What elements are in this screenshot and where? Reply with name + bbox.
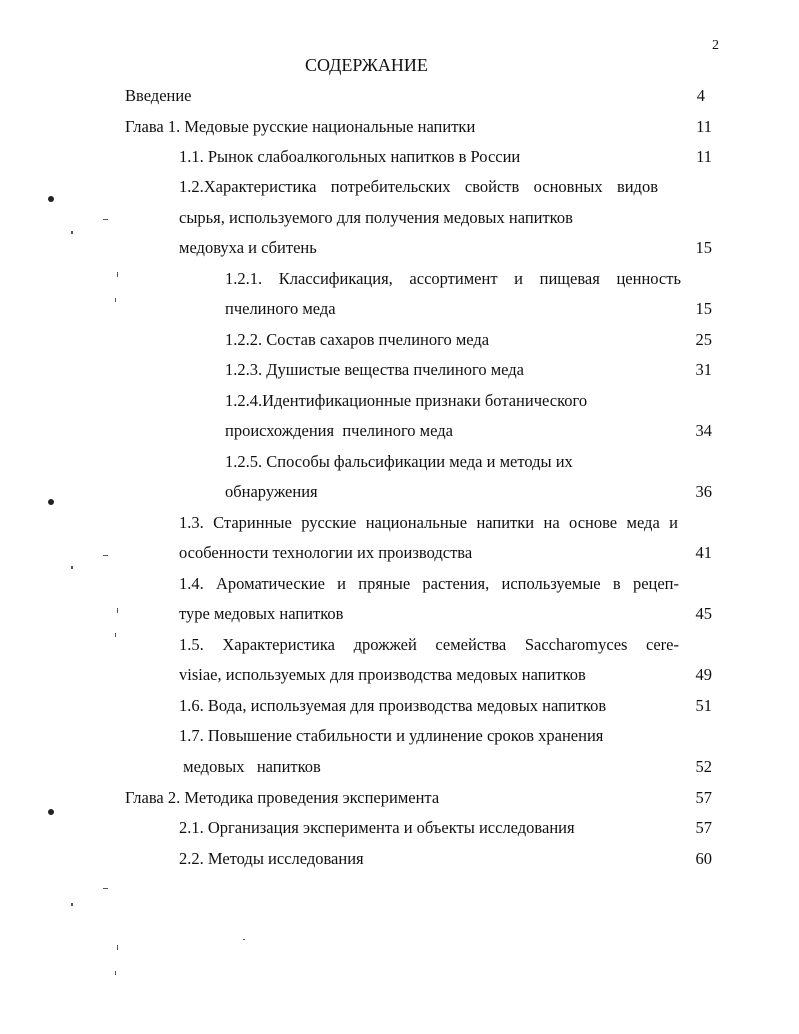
toc-entry-page: 15 [695,238,712,257]
toc-entry-text-line: 1.3. Старинные русские национальные напитки на основе меда и [179,513,678,532]
toc-entry-text-line: сырья, используемого для получения медовых напитков [179,208,573,227]
toc-entry-text: 2.2. Методы исследования [179,849,364,868]
toc-entry-text: 1.2.3. Душистые вещества пчелиного меда [225,360,524,379]
toc-entry-page: 15 [695,299,712,318]
toc-entry-text: 1.1. Рынок слабоалкогольных напитков в России [179,147,521,166]
scan-speck [117,945,118,950]
toc-entry-page: 52 [695,757,712,776]
scan-speck [48,809,54,815]
toc-entry-text-line: 1.7. Повышение стабильности и удлинение сроков хранения [179,726,604,745]
scan-speck [117,608,118,613]
scan-speck [103,888,108,889]
page-title: СОДЕРЖАНИЕ [305,55,428,75]
toc-entry-text-line: особенности технологии их производства [179,543,473,562]
scan-speck [103,555,108,556]
scan-speck [48,196,54,202]
toc-entry-text-line: обнаружения [225,482,318,501]
scan-speck [243,939,245,940]
toc-entry-page: 51 [695,696,712,715]
toc-entry-page: 60 [695,849,712,868]
toc-entry-text: 2.1. Организация эксперимента и объекты исследования [179,818,575,837]
toc-entry-text-line: 1.2.1. Классификация, ассортимент и пищевая ценность [225,269,681,288]
toc-entry-page: 49 [695,665,712,684]
scan-speck [71,566,73,569]
scan-speck [115,298,116,302]
toc-entry-text-line: туре медовых напитков [179,604,344,623]
toc-entry-page: 34 [695,421,712,440]
toc-entry-text-line: 1.2.Характеристика потребительских свойств основных видов [179,177,658,196]
toc-entry-page: 11 [696,117,712,136]
toc-entry-text: 1.6. Вода, используемая для производства медовых напитков [179,696,607,715]
toc-entry-text-line: медовуха и сбитень [179,238,317,257]
page-number: 2 [712,38,719,53]
toc-entry-page: 57 [695,818,712,837]
scan-speck [48,499,54,505]
scan-speck [115,971,116,975]
toc-entry-text: 1.2.2. Состав сахаров пчелиного меда [225,330,490,349]
toc-entry-text-line: 1.2.5. Способы фальсификации меда и методы их [225,452,573,471]
scan-speck [117,272,118,277]
toc-entry-text-line: 1.4. Ароматические и пряные растения, используемые в рецеп- [179,574,679,593]
toc-entry-page: 57 [695,788,712,807]
toc-entry-page: 25 [695,330,712,349]
toc-entry-page: 41 [695,543,712,562]
scan-speck [71,231,73,234]
toc-entry-text-line: 1.5. Характеристика дрожжей семейства Saccharomyces cere- [179,635,679,654]
toc-entry-text-line: visiae, используемых для производства медовых напитков [179,665,586,684]
toc-entry-text-line: медовых напитков [179,757,321,776]
scan-speck [115,633,116,637]
toc-entry-text-line: 1.2.4.Идентификационные признаки ботанического [225,391,588,410]
toc-entry-text: Глава 2. Методика проведения эксперимента [125,788,440,807]
scan-speck [71,903,73,906]
toc-entry-page: 31 [695,360,712,379]
toc-entry-page: 45 [695,604,712,623]
toc-entry-page: 4 [696,86,705,105]
toc-entry-text-line: пчелиного меда [225,299,336,318]
toc-entry-text-line: происхождения пчелиного меда [225,421,453,440]
scan-speck [103,219,108,220]
toc-entry-text: Введение [125,86,192,105]
toc-entry-page: 11 [696,147,712,166]
toc-entry-text: Глава 1. Медовые русские национальные напитки [125,117,476,136]
toc-entry-page: 36 [695,482,712,501]
